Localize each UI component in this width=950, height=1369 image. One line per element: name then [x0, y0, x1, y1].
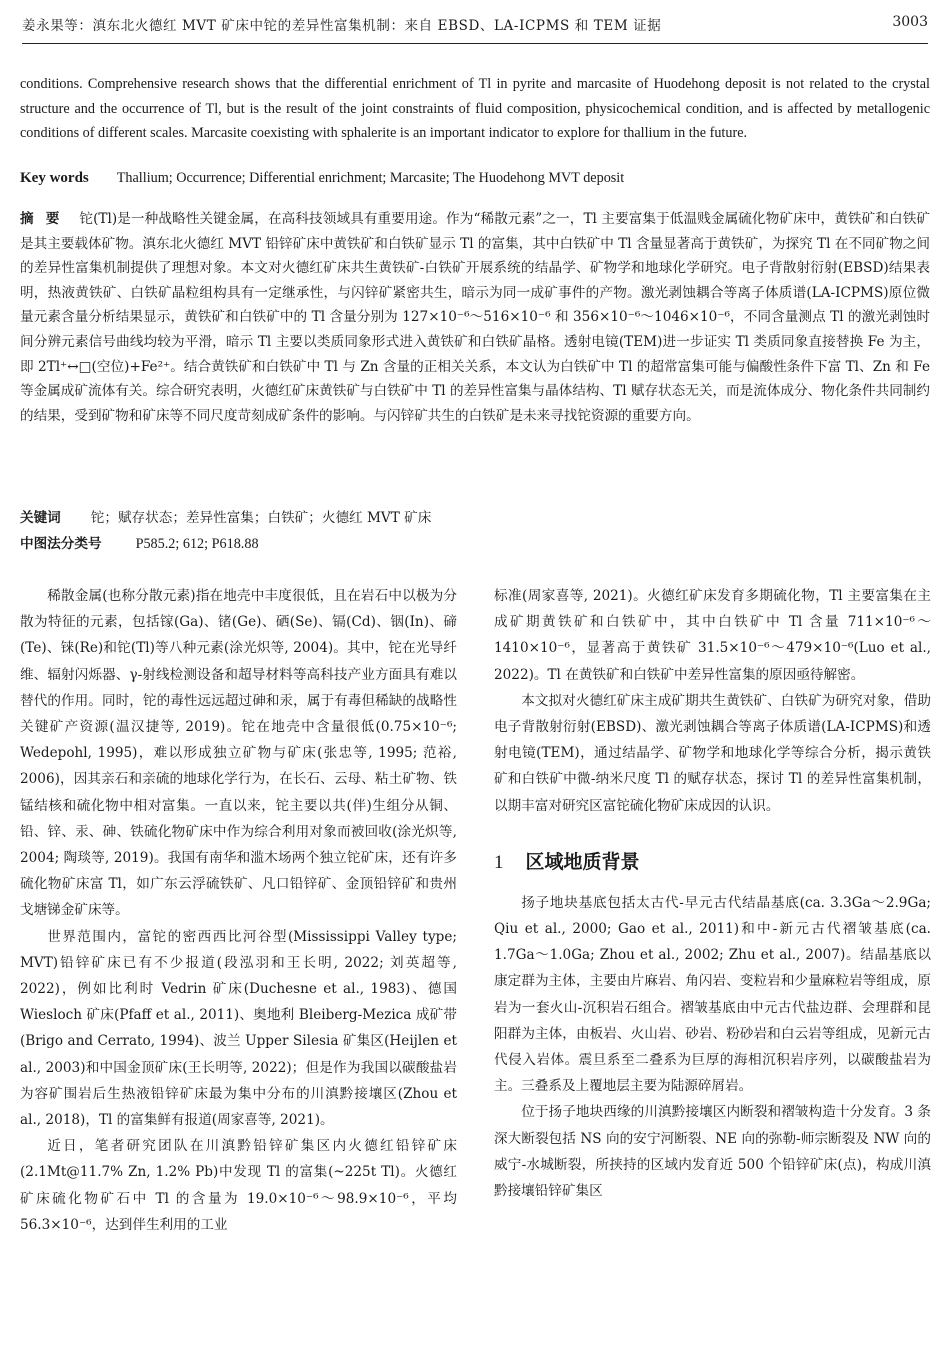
section-title: 区域地质背景	[525, 850, 640, 873]
body-right-column	[494, 583, 931, 1204]
classification-value: P585.2; 612; P618.88	[135, 536, 259, 552]
chinese-abstract-text: 铊(Tl)是一种战略性关键金属，在高科技领域具有重要用途。作为“稀散元素”之一，Tl 主要富集于低温贱金属硫化物矿床中，黄铁矿和白铁矿是其主要载体矿物。滇东北火德红 MVT 铅锌矿床中黄铁矿和白铁矿显示 Tl 的富集，其中白铁矿中 Tl 含量显著高于黄铁矿，为探究 Tl 在不同矿物之间的差异性富集机制提供了理想对象。本文对火德红矿床共生黄铁矿-白铁矿开展系统的结晶学、矿物学和地球化学研究。电子背散射衍射(EBSD)结果表明，热液黄铁矿、白铁矿晶粒组构具有一定继承性，与闪锌矿紧密共生，暗示为同一成矿事件的产物。激光剥蚀耦合等离子体质谱(LA-ICPMS)原位微量元素含量分析结果显示，黄铁矿和白铁矿中的 Tl 含量分别为 127×10⁻⁶～516×10⁻⁶ 和 356×10⁻⁶～1046×10⁻⁶，不同含量测点 Tl 的激光剥蚀时间分辨元素信号曲线均较为平滑，暗示 Tl 主要以类质同象形式进入黄铁矿和白铁矿晶格。透射电镜(TEM)进一步证实 Tl 类质同象直接替换 Fe 为主，即 2Tl⁺↔□(空位)+Fe²⁺。结合黄铁矿和白铁矿中 Tl 与 Zn 含量的正相关关系，本文认为白铁矿中 Tl 的超常富集可能与偏酸性条件下富 Tl、Zn 和 Fe 等金属成矿流体有关。综合研究表明，火德红矿床黄铁矿与白铁矿中 Tl 的差异性富集与晶体结构、Tl 赋存状态无关，而是流体成分、物化条件共同制约的结果，受到矿物和矿床等不同尺度苛刻成矿条件的影响。与闪锌矿共生的白铁矿是未来寻找铊资源的重要方向。	[20, 211, 931, 424]
body-paragraph: 近日，笔者研究团队在川滇黔铅锌矿集区内火德红铅锌矿床(2.1Mt@11.7% Zn, 1.2% Pb)中发现 Tl 的富集(~225t Tl)。火德红矿床硫化物矿石中 Tl 的含量为 19.0×10⁻⁶～98.9×10⁻⁶，平均 56.3×10⁻⁶，达到伴生利用的工业	[20, 1138, 457, 1233]
chinese-keywords	[20, 506, 930, 530]
chinese-abstract-label: 摘要	[20, 211, 72, 227]
body-paragraph: 位于扬子地块西缘的川滇黔接壤区内断裂和褶皱构造十分发育。3 条深大断裂包括 NS 向的安宁河断裂、NE 向的弥勒-师宗断裂及 NW 向的威宁-水城断裂，所挟持的区域内发育近 500 个铅锌矿床(点)，构成川滇黔接壤铅锌矿集区	[494, 1104, 931, 1200]
english-keywords-text: Thallium; Occurrence; Differential enrichment; Marcasite; The Huodehong MVT deposit	[116, 170, 625, 186]
section-heading	[494, 847, 931, 878]
body-paragraph: 稀散金属(也称分散元素)指在地壳中丰度很低，且在岩石中以极为分散为特征的元素，包括镓(Ga)、锗(Ge)、硒(Se)、镉(Cd)、铟(In)、碲(Te)、铼(Re)和铊(Tl)等八种元素(涂光炽等, 2004)。其中，铊在光导纤维、辐射闪烁器、γ-射线检测设备和超导材料等高科技产业方面具有难以替代的作用。同时，铊的毒性远远超过砷和汞，属于有毒但稀缺的战略性关键矿产资源(温汉捷等, 2019)。铊在地壳中含量很低(0.75×10⁻⁶; Wedepohl, 1995)，难以形成独立矿物与矿床(张忠等, 1995; 范裕, 2006)，因其亲石和亲硫的地球化学行为，在长石、云母、粘土矿物、铁锰结核和硫化物中相对富集。一直以来，铊主要以共(伴)生组分从铜、铅、锌、汞、砷、铁硫化物矿床中作为综合利用对象而被回收(涂光炽等, 2004; 陶琰等, 2019)。我国有南华和滥木场两个独立铊矿床，还有许多硫化物矿床富 Tl，如广东云浮硫铁矿、凡口铅锌矿、金顶铅锌矿和贵州戈塘锑金矿床等。	[20, 588, 457, 919]
english-abstract-tail: conditions. Comprehensive research shows that the differential enrichment of Tl in pyrite and marcasite of Huodehong deposit is not related to the crystal structure and the occurrence of Tl, but is the result of the joint constraints of fluid composition, physicochemical condition, and is affected by metallogenic conditions of different scales. Marcasite coexisting with sphalerite is an important indicator to explore for thallium in the future.	[20, 76, 930, 142]
header-title: 姜永果等：滇东北火德红 MVT 矿床中铊的差异性富集机制：来自 EBSD、LA-ICPMS 和 TEM 证据	[22, 18, 662, 34]
english-keywords-label: Key words	[20, 170, 89, 186]
body-paragraph: 扬子地块基底包括太古代-早元古代结晶基底(ca. 3.3Ga～2.9Ga; Qiu et al., 2000; Gao et al., 2011)和中-新元古代褶皱基底(ca. 1.7Ga～1.0Ga; Zhou et al., 2002; Zhu et al., 2007)。结晶基底以康定群为主体，主要由片麻岩、角闪岩、变粒岩和少量麻粒岩等组成，原岩为一套火山-沉积岩石组合。褶皱基底由中元古代盐边群、会理群和昆阳群为主体，由板岩、火山岩、砂岩、粉砂岩和白云岩等组成，见新元古代侵入岩体。震旦系至二叠系为巨厚的海相沉积岩序列，以碳酸盐岩为主。三叠系及上覆地层主要为陆源碎屑岩。	[494, 894, 931, 1095]
english-keywords	[20, 166, 930, 190]
running-header	[22, 14, 928, 44]
body-left-column	[20, 583, 457, 1238]
chinese-abstract	[20, 207, 930, 428]
classification-number	[20, 532, 930, 556]
chinese-keywords-text: 铊；赋存状态；差异性富集；白铁矿；火德红 MVT 矿床	[90, 510, 432, 526]
section-number: 1	[494, 851, 504, 873]
body-paragraph: 本文拟对火德红矿床主成矿期共生黄铁矿、白铁矿为研究对象，借助电子背散射衍射(EBSD)、激光剥蚀耦合等离子体质谱(LA-ICPMS)和透射电镜(TEM)，通过结晶学、矿物学和地球化学等综合分析，揭示黄铁矿和白铁矿中微-纳米尺度 Tl 的赋存状态，探讨 Tl 的差异性富集机制，以期丰富对研究区富铊硫化物矿床成因的认识。	[494, 692, 931, 814]
body-paragraph: 世界范围内，富铊的密西西比河谷型(Mississippi Valley type; MVT)铅锌矿床已有不少报道(段泓羽和王长明, 2022; 刘英超等, 2022)，例如比利时 Vedrin 矿床(Duchesne et al., 1983)、德国 Wiesloch 矿床(Pfaff et al., 2011)、奥地利 Bleiberg-Mezica 成矿带(Brigo and Cerrato, 1994)、波兰 Upper Silesia 矿集区(Heijlen et al., 2003)和中国金顶矿床(王长明等, 2022)；但是作为我国以碳酸盐岩为容矿围岩后生热液铅锌矿床最为集中分布的川滇黔接壤区(Zhou et al., 2018)，Tl 的富集鲜有报道(周家喜等, 2021)。	[20, 928, 457, 1129]
chinese-keywords-label: 关键词	[20, 510, 61, 526]
page-number: 3003	[892, 14, 928, 30]
classification-label: 中图法分类号	[20, 536, 102, 552]
body-paragraph: 标准(周家喜等, 2021)。火德红矿床发育多期硫化物，Tl 主要富集在主成矿期黄铁矿和白铁矿中，其中白铁矿中 Tl 含量 711×10⁻⁶～1410×10⁻⁶，显著高于黄铁矿 31.5×10⁻⁶～479×10⁻⁶(Luo et al., 2022)。Tl 在黄铁矿和白铁矿中差异性富集的原因亟待解密。	[494, 588, 931, 683]
